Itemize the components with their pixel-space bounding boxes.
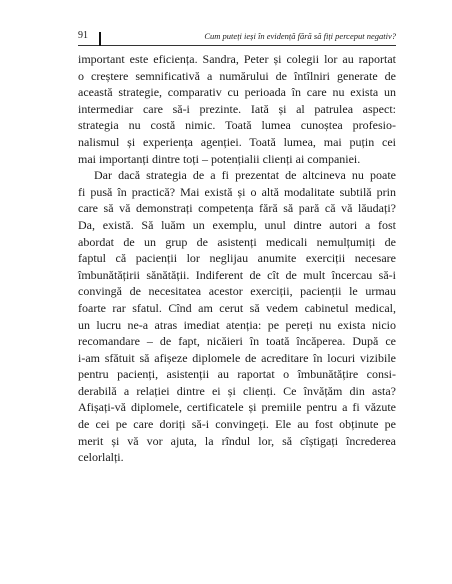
- text-line: Da, există. Să luăm un exemplu, unul dintre autori a fost: [78, 217, 396, 232]
- text-line: i-am sfătuit să afișeze diplomele de acreditare în locuri vizibile: [78, 350, 396, 365]
- text-line: faptul că pacienții lor neglijau anumite exerciții necesare: [78, 251, 396, 266]
- page-number: 91: [78, 30, 88, 41]
- text-line: un lucru ne-a atras imediat atenția: pe pereți nu exista nicio: [78, 317, 396, 332]
- page-header: [78, 31, 396, 46]
- header-rule-mark: [99, 32, 101, 46]
- text-line: de cei pe care doriți să-i convingeți. Ele au fost obținute pe: [78, 417, 396, 432]
- text-line: care să vă demonstrați competența fără să pară că vă lăudați?: [78, 201, 396, 216]
- running-title: Cum puteți ieși în evidență fără să fiți perceput negativ?: [204, 31, 396, 41]
- text-line: foarte rar sfatul. Cînd am cerut să vedem cabinetul medical,: [78, 300, 396, 315]
- text-line: fi pusă în practică? Mai există și o altă modalitate subtilă prin: [78, 184, 396, 199]
- text-line: o creștere semnificativă a numărului de întîlniri generate de: [78, 68, 396, 83]
- text-line: nalismul și experiența agenției. Toată lumea, mai puțin cei: [78, 134, 396, 149]
- text-line: Afișați-vă diplomele, certificatele și premiile pentru a fi văzute: [78, 400, 396, 415]
- text-line: intermediar care să-i prezinte. Iată și al patrulea aspect:: [78, 101, 396, 116]
- text-line: îmbunătățirii sănătății. Indiferent de cît de mult încercau să-i: [78, 267, 396, 282]
- text-line: mai importanți dintre toți – potențialii clienți ai companiei.: [78, 151, 361, 166]
- text-line: merit și vă vor ajuta, la rîndul lor, să cîștigați încrederea: [78, 433, 396, 448]
- text-line: important este eficiența. Sandra, Peter și colegii lor au raportat: [78, 52, 396, 66]
- text-line: recomandare – de fapt, nicăieri în toată încăperea. După ce: [78, 334, 396, 349]
- text-line: strategia nu costă nimic. Toată lumea cunoștea profesio-: [78, 118, 396, 133]
- text-line: celorlalți.: [78, 450, 124, 465]
- text-line: derabilă a relației dintre ei și clienți. Ce învățăm din asta?: [78, 383, 396, 398]
- paragraph-first-line: Dar dacă strategia de a fi prezentat de altcineva nu poate: [94, 168, 396, 183]
- body-text: [78, 51, 396, 466]
- text-line: această strategie, comparativ cu perioada în care nu exista un: [78, 85, 396, 100]
- text-line: convingă de necesitatea acestor exerciții, pacienții le urmau: [78, 284, 396, 299]
- text-line: abordat de un grup de asistenți medicali nemulțumiți de: [78, 234, 396, 249]
- text-line: pentru pacienți, asistenții au raportat o îmbunătățire consi-: [78, 367, 396, 382]
